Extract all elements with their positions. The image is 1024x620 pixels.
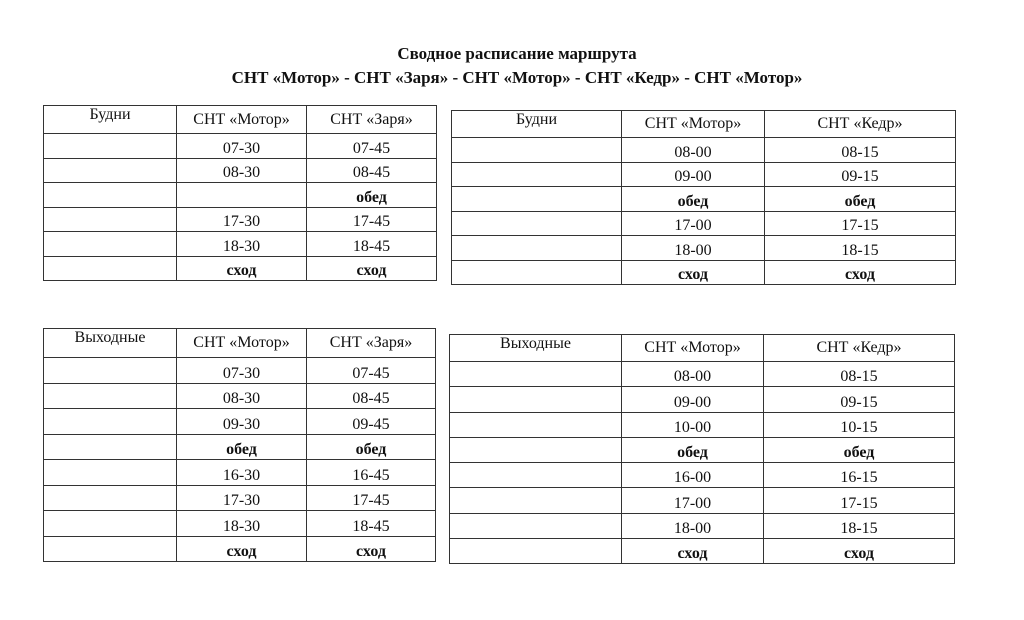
empty-cell [44,207,177,232]
day-type-label: Выходные [44,329,177,358]
table-row [450,488,955,513]
time-cell: 08-15 [764,362,955,387]
column-header: СНТ «Мотор» [622,111,765,138]
time-cell: 07-45 [307,358,436,384]
empty-cell [452,138,622,163]
time-cell: обед [622,437,764,462]
table-row [450,539,955,564]
table-row [44,511,436,537]
time-cell: 08-30 [177,383,307,409]
time-cell: обед [764,437,955,462]
time-cell: 08-00 [622,138,765,163]
time-cell: 17-45 [307,207,437,232]
empty-cell [450,463,622,488]
time-cell: 16-15 [764,463,955,488]
weekend-motor-kedr-table [449,334,955,564]
column-header: СНТ «Мотор» [177,329,307,358]
empty-cell [44,134,177,159]
time-cell: 18-30 [177,511,307,537]
table-row [450,387,955,412]
time-cell: 10-00 [622,412,764,437]
time-cell: сход [177,536,307,562]
empty-cell [452,187,622,212]
empty-cell [452,211,622,236]
empty-cell [452,260,622,285]
table-row [452,260,956,285]
time-cell: 16-45 [307,460,436,486]
time-cell: сход [622,539,764,564]
table-row [44,434,436,460]
column-header: СНТ «Кедр» [764,335,955,362]
day-type-label: Выходные [450,335,622,362]
time-cell: сход [764,539,955,564]
empty-cell [44,358,177,384]
table-row [44,134,437,159]
route-title: СНТ «Мотор» - СНТ «Заря» - СНТ «Мотор» - СНТ «Кедр» - СНТ «Мотор» [231,68,803,87]
table-row [450,362,955,387]
table-row [452,138,956,163]
empty-cell [44,256,177,281]
column-header: СНТ «Заря» [307,329,436,358]
table-row [44,183,437,208]
time-cell [177,183,307,208]
empty-cell [44,183,177,208]
time-cell: обед [622,187,765,212]
table-row [44,383,436,409]
empty-cell [44,434,177,460]
day-type-label: Будни [452,111,622,138]
time-cell: обед [307,434,436,460]
time-cell: 07-45 [307,134,437,159]
time-cell: 17-15 [764,488,955,513]
time-cell: 17-00 [622,488,764,513]
table-row [450,412,955,437]
table-row [44,158,437,183]
weekday-motor-kedr-table [451,110,956,285]
time-cell: 08-15 [765,138,956,163]
empty-cell [44,409,177,435]
time-cell: 08-45 [307,383,436,409]
column-header: СНТ «Мотор» [177,106,307,134]
time-cell: 07-30 [177,358,307,384]
table-row [44,207,437,232]
time-cell: 10-15 [764,412,955,437]
time-cell: сход [177,256,307,281]
empty-cell [44,158,177,183]
time-cell: сход [307,536,436,562]
weekday-motor-zarya-table [43,105,437,281]
time-cell: 18-15 [764,513,955,538]
table-header-row [450,335,955,362]
time-cell: 16-30 [177,460,307,486]
table-header-row [44,106,437,134]
time-cell: 09-30 [177,409,307,435]
table-row [44,460,436,486]
day-type-label: Будни [44,106,177,134]
time-cell: сход [765,260,956,285]
table-row [44,256,437,281]
table-row [452,236,956,261]
column-header: СНТ «Кедр» [765,111,956,138]
time-cell: 18-15 [765,236,956,261]
time-cell: 17-15 [765,211,956,236]
time-cell: сход [622,260,765,285]
column-header: СНТ «Мотор» [622,335,764,362]
time-cell: 07-30 [177,134,307,159]
time-cell: обед [177,434,307,460]
table-row [44,358,436,384]
table-row [450,463,955,488]
column-header: СНТ «Заря» [307,106,437,134]
table-row [44,536,436,562]
table-header-row [44,329,436,358]
table-row [452,187,956,212]
time-cell: 18-45 [307,511,436,537]
weekend-motor-zarya-table [43,328,436,562]
table-row [450,513,955,538]
empty-cell [450,539,622,564]
time-cell: 17-45 [307,485,436,511]
document-title: Сводное расписание маршрута [397,44,637,63]
time-cell: 18-30 [177,232,307,257]
time-cell: обед [765,187,956,212]
empty-cell [44,485,177,511]
time-cell: 18-45 [307,232,437,257]
time-cell: 17-00 [622,211,765,236]
empty-cell [44,232,177,257]
time-cell: сход [307,256,437,281]
time-cell: 17-30 [177,485,307,511]
time-cell: обед [307,183,437,208]
empty-cell [450,362,622,387]
time-cell: 08-45 [307,158,437,183]
table-header-row [452,111,956,138]
time-cell: 17-30 [177,207,307,232]
time-cell: 09-15 [765,162,956,187]
time-cell: 09-00 [622,162,765,187]
time-cell: 18-00 [622,513,764,538]
table-row [452,211,956,236]
table-row [44,485,436,511]
time-cell: 09-15 [764,387,955,412]
empty-cell [450,387,622,412]
table-row [450,437,955,462]
empty-cell [44,536,177,562]
empty-cell [450,513,622,538]
table-row [44,409,436,435]
empty-cell [44,383,177,409]
time-cell: 08-30 [177,158,307,183]
time-cell: 09-00 [622,387,764,412]
time-cell: 09-45 [307,409,436,435]
time-cell: 16-00 [622,463,764,488]
empty-cell [450,437,622,462]
empty-cell [450,488,622,513]
empty-cell [452,236,622,261]
time-cell: 08-00 [622,362,764,387]
table-row [44,232,437,257]
table-row [452,162,956,187]
empty-cell [450,412,622,437]
empty-cell [44,460,177,486]
empty-cell [44,511,177,537]
time-cell: 18-00 [622,236,765,261]
empty-cell [452,162,622,187]
